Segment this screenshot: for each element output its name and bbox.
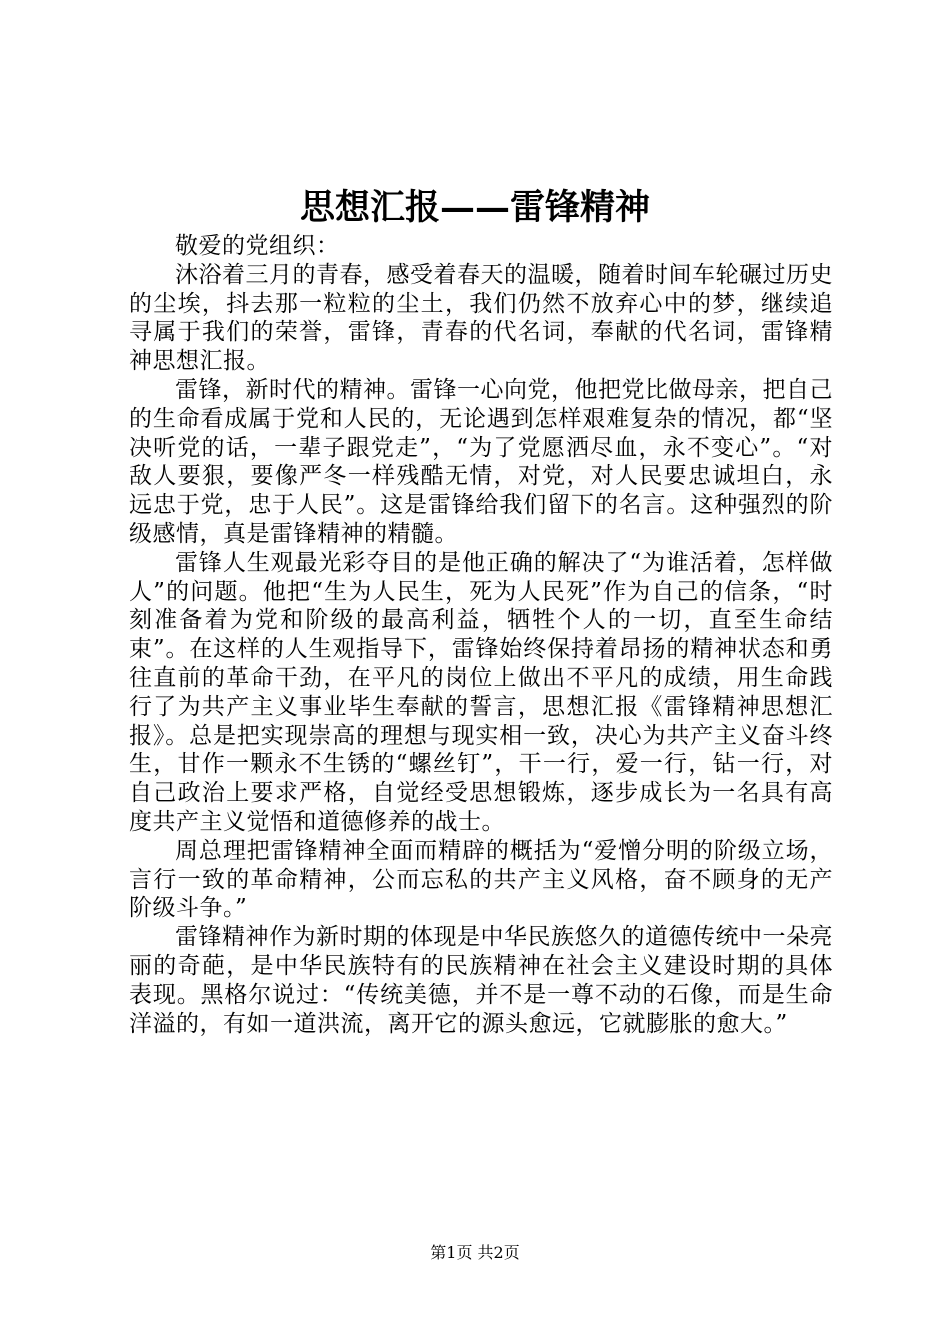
paragraph: 雷锋精神作为新时期的体现是中华民族悠久的道德传统中一朵亮丽的奇葩，是中华民族特有的民族精神在社会主义建设时期的具体表现。黑格尔说过：“传统美德，并不是一尊不动的石像，而是生命洋溢的，有如一道洪流，离开它的源头愈远，它就膨胀的愈大。” bbox=[129, 924, 833, 1037]
paragraph: 雷锋，新时代的精神。雷锋一心向党，他把党比做母亲，把自己的生命看成属于党和人民的，无论遇到怎样艰难复杂的情况，都“坚决听党的话，一辈子跟党走”，“为了党愿洒尽血，永不变心”。“对敌人要狠，要像严冬一样残酷无情，对党，对人民要忠诚坦白，永远忠于党，忠于人民”。这是雷锋给我们留下的名言。这种强烈的阶级感情，真是雷锋精神的精髓。 bbox=[129, 376, 833, 547]
paragraph: 雷锋人生观最光彩夺目的是他正确的解决了“为谁活着，怎样做人”的问题。他把“生为人民生，死为人民死”作为自己的信条，“时刻准备着为党和阶级的最高利益，牺牲个人的一切，直至生命结束”。在这样的人生观指导下，雷锋始终保持着昂扬的精神状态和勇往直前的革命干劲，在平凡的岗位上做出不平凡的成绩，用生命践行了为共产主义事业毕生奉献的誓言，思想汇报《雷锋精神思想汇报》。总是把实现崇高的理想与现实相一致，决心为共产主义奋斗终生，甘作一颗永不生锈的“螺丝钉”，干一行，爱一行，钻一行，对自己政治上要求严格，自觉经受思想锻炼，逐步成长为一名具有高度共产主义觉悟和道德修养的战士。 bbox=[129, 549, 833, 835]
paragraph: 周总理把雷锋精神全面而精辟的概括为“爱憎分明的阶级立场，言行一致的革命精神，公而忘私的共产主义风格，奋不顾身的无产阶级斗争。” bbox=[129, 837, 833, 922]
page-footer: 第1页 共2页 bbox=[430, 1243, 520, 1262]
document-title: 思想汇报——雷锋精神 bbox=[299, 187, 650, 228]
document-body bbox=[129, 232, 833, 1038]
salutation: 敬爱的党组织： bbox=[175, 233, 340, 259]
paragraph: 沐浴着三月的青春，感受着春天的温暖，随着时间车轮碾过历史的尘埃，抖去那一粒粒的尘土，我们仍然不放弃心中的梦，继续追寻属于我们的荣誉，雷锋，青春的代名词，奉献的代名词，雷锋精神思想汇报。 bbox=[129, 261, 833, 375]
